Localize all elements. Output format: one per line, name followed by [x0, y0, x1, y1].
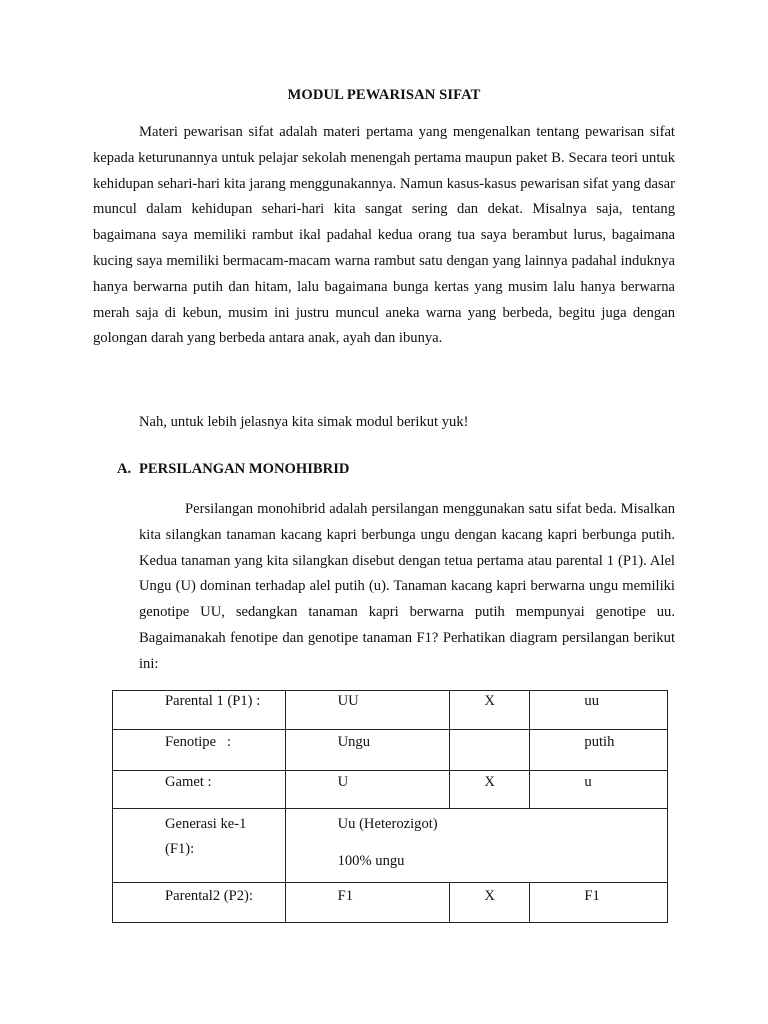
row-label: [113, 809, 286, 883]
left-gamete: U: [285, 771, 449, 809]
section-marker: A.: [117, 461, 132, 477]
right-genotype: uu: [530, 691, 668, 730]
cross-diagram-table: [112, 690, 668, 923]
cross-operator: X: [449, 691, 529, 730]
cross-operator: [449, 730, 529, 771]
page-title: MODUL PEWARISAN SIFAT: [287, 87, 481, 103]
table-row: [113, 730, 668, 771]
cross-operator: X: [449, 883, 529, 923]
section-paragraph: Persilangan monohibrid adalah persilangan menggunakan satu sifat beda. Misalkan kita silangkan tanaman kacang kapri berbunga ungu dengan kacang kapri berbunga putih. Kedua tanaman yang kita silangkan disebut dengan tetua pertama atau parental 1 (P1). Alel Ungu (U) dominan terhadap alel putih (u). Tanaman kacang kapri berwarna ungu memiliki genotipe UU, sedangkan tanaman kapri berwarna putih mempunyai genotipe uu. Bagaimanakah fenotipe dan genotipe tanaman F1? Perhatikan diagram persilangan berikut ini:: [139, 501, 675, 672]
left-parent: F1: [285, 883, 449, 923]
row-label-line: Generasi ke-1: [165, 816, 247, 832]
table-row: [113, 809, 668, 883]
row-label: Parental2 (P2):: [113, 883, 286, 923]
f1-result: [285, 809, 667, 883]
section-heading: [117, 461, 349, 478]
f1-phenotype: 100% ungu: [337, 853, 405, 869]
left-phenotype: Ungu: [285, 730, 449, 771]
right-parent: F1: [530, 883, 668, 923]
table-row: [113, 883, 668, 923]
row-label-line: (F1):: [165, 841, 195, 857]
f1-genotype: Uu (Heterozigot): [337, 816, 438, 832]
intro-paragraph: Materi pewarisan sifat adalah materi pertama yang mengenalkan tentang pewarisan sifat kepada keturunannya untuk pelajar sekolah menengah pertama maupun paket B. Secara teori untuk kehidupan sehari-hari kita jarang menggunakannya. Namun kasus-kasus pewarisan sifat yang dasar muncul dalam kehidupan sehari-hari kita sangat sering dan dekat. Misalnya saja, tentang bagaimana saya memiliki rambut ikal padahal kedua orang tua saya berambut lurus, bagaimana kucing saya memiliki bermacam-macam warna rambut satu dengan yang lainnya padahal induknya hanya berwarna putih dan hitam, lalu bagaimana bunga kertas yang musim lalu hanya berwarna merah saja di kebun, musim ini justru muncul aneka warna yang berbeda, begitu juga dengan golongan darah yang berbeda antara anak, ayah dan ibunya.: [93, 124, 675, 347]
section-heading-text: PERSILANGAN MONOHIBRID: [139, 461, 350, 477]
right-gamete: u: [530, 771, 668, 809]
left-genotype: UU: [285, 691, 449, 730]
table-row: [113, 691, 668, 730]
row-label: Fenotipe :: [113, 730, 286, 771]
row-label: Parental 1 (P1) :: [113, 691, 286, 730]
cross-operator: X: [449, 771, 529, 809]
invite-paragraph: Nah, untuk lebih jelasnya kita simak modul berikut yuk!: [139, 414, 469, 430]
table-row: [113, 771, 668, 809]
right-phenotype: putih: [530, 730, 668, 771]
row-label: Gamet :: [113, 771, 286, 809]
